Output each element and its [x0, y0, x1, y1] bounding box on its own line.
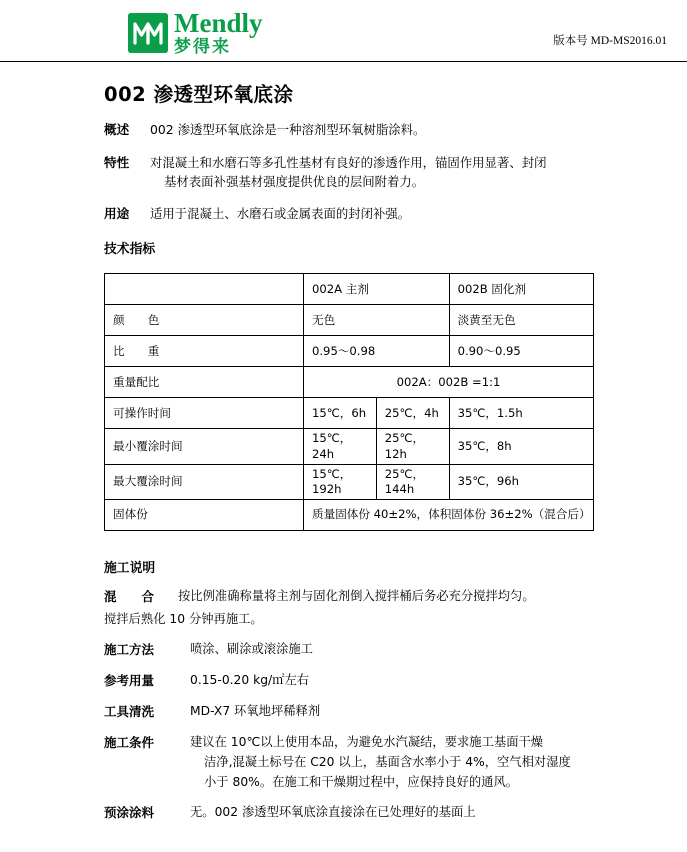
table-header-row	[105, 274, 594, 305]
condition-line-2: 洁净,混凝土标号在 C20 以上，基面含水率小于 4%，空气相对湿度	[204, 755, 571, 770]
construction-method-value: 喷涂、刷涂或滚涂施工	[190, 642, 313, 657]
row-value-pot-life-15: 15℃，6h	[304, 398, 377, 429]
brand-name-cn: 梦得来	[174, 37, 231, 57]
construction-method-row	[104, 640, 591, 660]
construction-precoat-value: 无。002 渗透型环氧底涂直接涂在已处理好的基面上	[190, 805, 476, 820]
row-value-density-b: 0.90～0.95	[449, 336, 593, 367]
features-label: 特性	[104, 154, 130, 170]
row-value-density-a: 0.95～0.98	[304, 336, 450, 367]
table-row	[105, 398, 594, 429]
document-content	[0, 79, 687, 823]
condition-line-1: 建议在 10℃以上使用本品，为避免水汽凝结，要求施工基面干燥	[190, 735, 544, 750]
page-title: 002 渗透型环氧底涂	[104, 83, 294, 106]
construction-condition-value	[178, 733, 591, 792]
construction-precoat-label: 预涂涂料	[104, 805, 155, 821]
table-header-cell-0	[105, 274, 304, 305]
table-row	[105, 305, 594, 336]
construction-cleaning-label: 工具清洗	[104, 704, 155, 720]
table-header-cell-1: 002A 主剂	[304, 274, 450, 305]
usage-row	[104, 204, 591, 224]
page-header	[0, 0, 687, 62]
row-value-pot-life-25: 25℃，4h	[376, 398, 449, 429]
row-value-max-recoat-15: 15℃，192h	[304, 464, 377, 499]
construction-heading: 施工说明	[104, 560, 156, 576]
construction-mix-text: 按比例准确称量将主剂与固化剂倒入搅拌桶后务必充分搅拌均匀。	[178, 588, 535, 603]
row-value-min-recoat-35: 35℃，8h	[449, 429, 593, 464]
row-value-mix-ratio: 002A：002B =1:1	[304, 367, 594, 398]
usage-text: 适用于混凝土、水磨石或金属表面的封闭补强。	[150, 205, 411, 221]
row-value-max-recoat-25: 25℃，144h	[376, 464, 449, 499]
row-value-min-recoat-25: 25℃，12h	[376, 429, 449, 464]
features-line-1: 对混凝土和水磨石等多孔性基材有良好的渗透作用，锚固作用显著、封闭	[150, 154, 547, 170]
row-label-max-recoat: 最大覆涂时间	[105, 464, 304, 499]
overview-row	[104, 120, 591, 140]
construction-cleaning-row	[104, 702, 591, 722]
row-value-max-recoat-35: 35℃，96h	[449, 464, 593, 499]
tech-spec-heading: 技术指标	[104, 242, 156, 258]
table-header-cell-2: 002B 固化剂	[449, 274, 593, 305]
construction-cleaning-value: MD-X7 环氧地坪稀释剂	[190, 704, 321, 719]
row-label-pot-life: 可操作时间	[105, 398, 304, 429]
construction-coverage-row	[104, 671, 591, 691]
row-value-color-a: 无色	[304, 305, 450, 336]
table-row	[105, 499, 594, 530]
construction-method-label: 施工方法	[104, 642, 155, 658]
features-line-2: 基材表面补强基材强度提供优良的层间附着力。	[164, 173, 425, 189]
construction-mix-label: 混 合	[104, 588, 155, 604]
construction-condition-label: 施工条件	[104, 735, 155, 751]
construction-coverage-value: 0.15-0.20 kg/㎡左右	[190, 673, 310, 688]
row-value-min-recoat-15: 15℃，24h	[304, 429, 377, 464]
row-label-color: 颜 色	[105, 305, 304, 336]
features-row	[104, 153, 591, 191]
version-number: 版本号 MD-MS2016.01	[553, 35, 667, 47]
brand-name-latin: Mendly	[174, 8, 263, 38]
row-value-color-b: 淡黄至无色	[449, 305, 593, 336]
construction-condition-row	[104, 733, 591, 792]
overview-text: 002 渗透型环氧底涂是一种溶剂型环氧树脂涂料。	[150, 122, 426, 137]
condition-line-3: 小于 80%。在施工和干燥期过程中，应保持良好的通风。	[204, 774, 519, 789]
row-label-solids: 固体份	[105, 499, 304, 530]
table-row	[105, 367, 594, 398]
table-row	[105, 429, 594, 464]
logo-mark-icon	[128, 13, 168, 53]
construction-coverage-label: 参考用量	[104, 673, 155, 689]
row-value-solids: 质量固体份 40±2%，体积固体份 36±2%（混合后）	[304, 499, 594, 530]
header-divider	[0, 61, 687, 62]
overview-label: 概述	[104, 122, 130, 137]
row-label-min-recoat: 最小覆涂时间	[105, 429, 304, 464]
construction-mix-continued: 搅拌后熟化 10 分钟再施工。	[104, 611, 263, 626]
usage-label: 用途	[104, 205, 130, 221]
features-text	[150, 153, 591, 191]
spec-table	[104, 273, 594, 530]
row-value-pot-life-35: 35℃，1.5h	[449, 398, 593, 429]
brand-logo	[128, 10, 263, 56]
table-row	[105, 464, 594, 499]
row-label-mix-ratio: 重量配比	[105, 367, 304, 398]
construction-precoat-row	[104, 803, 591, 823]
construction-mix-row	[104, 587, 591, 607]
table-row	[105, 336, 594, 367]
row-label-density: 比 重	[105, 336, 304, 367]
